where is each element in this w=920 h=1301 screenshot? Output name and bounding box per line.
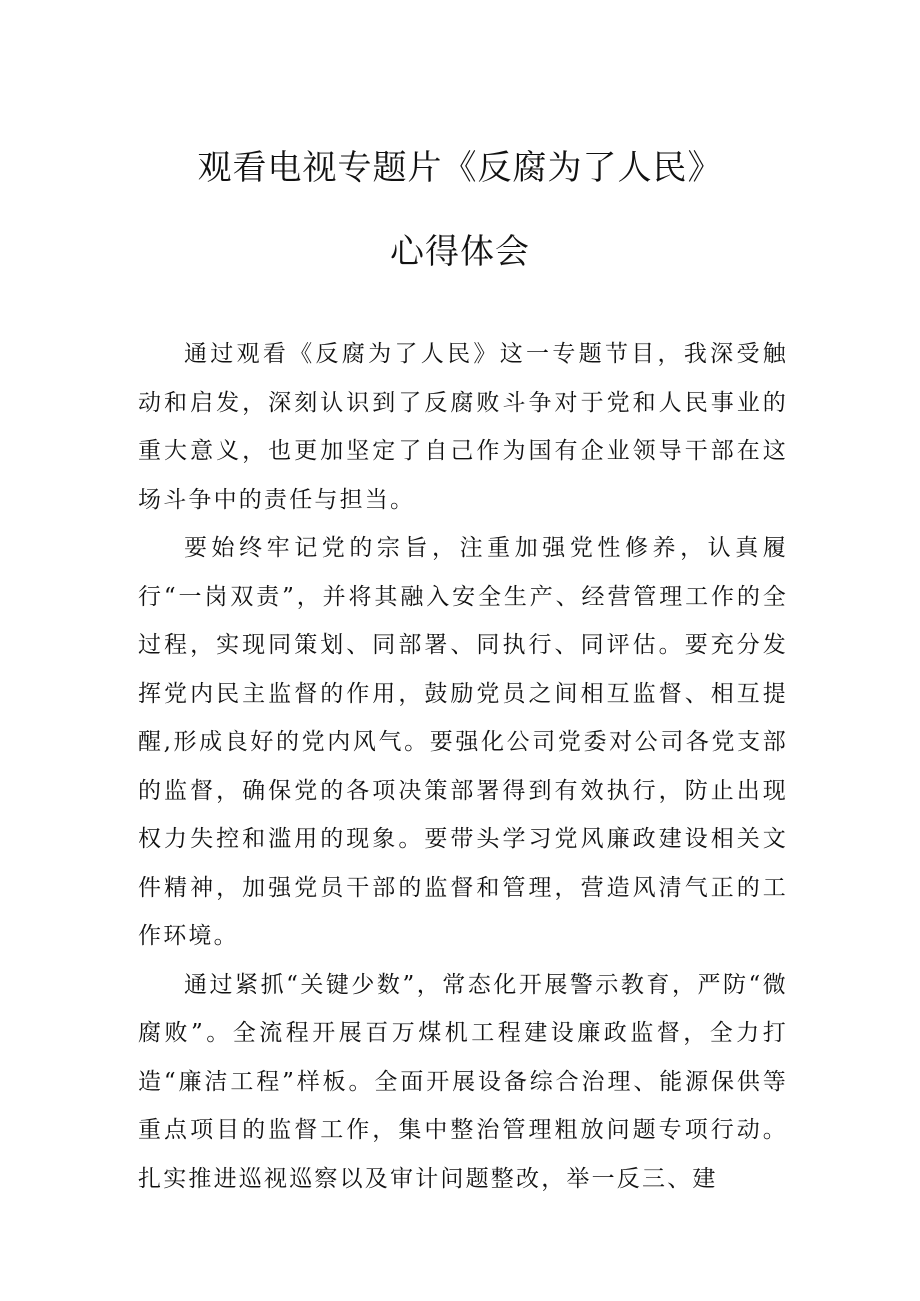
document-title: 观看电视专题片《反腐为了人民》 bbox=[197, 148, 723, 188]
document-body bbox=[138, 330, 788, 1203]
paragraph-3: 通过紧抓“关键少数”，常态化开展警示教育，严防“微腐败”。全流程开展百万煤机工程建设廉政监督，全力打造“廉洁工程”样板。全面开展设备综合治理、能源保供等重点项目的监督工作，集中整治管理粗放问题专项行动。扎实推进巡视巡察以及审计问题整改，举一反三、建 bbox=[138, 971, 788, 1192]
paragraph-1: 通过观看《反腐为了人民》这一专题节目，我深受触动和启发，深刻认识到了反腐败斗争对于党和人民事业的重大意义，也更加坚定了自己作为国有企业领导干部在这场斗争中的责任与担当。 bbox=[138, 341, 788, 513]
paragraph-2: 要始终牢记党的宗旨，注重加强党性修养，认真履行“一岗双责”，并将其融入安全生产、经营管理工作的全过程，实现同策划、同部署、同执行、同评估。要充分发挥党内民主监督的作用，鼓励党员之间相互监督、相互提醒,形成良好的党内风气。要强化公司党委对公司各党支部的监督，确保党的各项决策部署得到有效执行，防止出现权力失控和滥用的现象。要带头学习党风廉政建设相关文件精神，加强党员干部的监督和管理，营造风清气正的工作环境。 bbox=[138, 535, 788, 949]
document-subtitle: 心得体会 bbox=[390, 232, 530, 272]
